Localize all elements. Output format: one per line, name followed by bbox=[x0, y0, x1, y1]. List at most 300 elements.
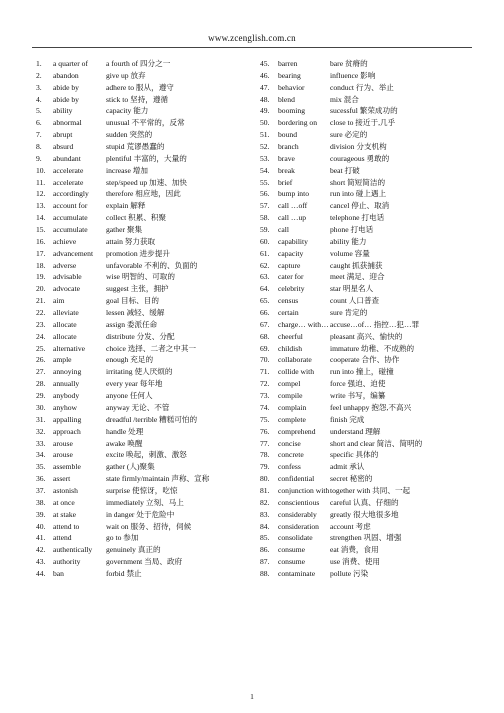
entry-number: 68. bbox=[260, 331, 270, 341]
entry-definition: give up 放弃 bbox=[106, 70, 146, 80]
entry-definition: attain 努力获取 bbox=[106, 236, 156, 246]
entry-number: 39. bbox=[36, 509, 46, 519]
entry-definition: phone 打电话 bbox=[330, 225, 374, 235]
vocab-entry bbox=[260, 509, 472, 521]
entry-number: 76. bbox=[260, 426, 270, 436]
entry-definition: star 明星名人 bbox=[330, 284, 374, 294]
entry-word: call …up bbox=[278, 213, 307, 223]
entry-word: blend bbox=[278, 94, 295, 104]
entry-word: authentically bbox=[53, 545, 93, 555]
entry-word: accumulate bbox=[53, 213, 88, 223]
entry-number: 34. bbox=[36, 450, 46, 460]
entry-number: 54. bbox=[260, 165, 270, 175]
entry-word: assert bbox=[53, 474, 71, 484]
entry-number: 53. bbox=[260, 153, 270, 163]
entry-number: 19. bbox=[36, 272, 46, 282]
entry-definition: ability 能力 bbox=[330, 236, 367, 246]
vocab-entry bbox=[36, 509, 254, 521]
vocab-entry bbox=[36, 378, 254, 390]
entry-definition: assign 委派任命 bbox=[106, 319, 158, 329]
vocab-entry bbox=[260, 568, 472, 580]
vocab-entry bbox=[36, 129, 254, 141]
entry-word: capture bbox=[278, 260, 301, 270]
entry-definition: run into 碰上遇上 bbox=[330, 189, 387, 199]
entry-definition: division 分支机构 bbox=[330, 142, 387, 152]
entry-definition: collect 积累、积聚 bbox=[106, 213, 167, 223]
vocab-entry bbox=[260, 141, 472, 153]
entry-word: collaborate bbox=[278, 355, 312, 365]
entry-definition: forbid 禁止 bbox=[106, 568, 142, 578]
entry-definition: anyone 任何人 bbox=[106, 391, 153, 401]
vocab-entry bbox=[36, 402, 254, 414]
entry-word: accumulate bbox=[53, 225, 88, 235]
entry-number: 65. bbox=[260, 296, 270, 306]
right-column bbox=[260, 58, 472, 580]
site-url-header: www.zcenglish.com.cn bbox=[208, 33, 296, 43]
entry-number: 9. bbox=[36, 153, 42, 163]
entry-word: absurd bbox=[53, 142, 74, 152]
entry-definition: enough 充足的 bbox=[106, 355, 154, 365]
entry-number: 63. bbox=[260, 272, 270, 282]
entry-word: abide by bbox=[53, 82, 79, 92]
entry-number: 55. bbox=[260, 177, 270, 187]
vocab-entry bbox=[260, 212, 472, 224]
entry-word: branch bbox=[278, 142, 299, 152]
entry-number: 10. bbox=[36, 165, 46, 175]
entry-definition: meet 满足、迎合 bbox=[330, 272, 385, 282]
vocab-entry bbox=[260, 248, 472, 260]
entry-number: 58. bbox=[260, 213, 270, 223]
entry-word: bump into bbox=[278, 189, 310, 199]
vocab-entry bbox=[36, 556, 254, 568]
entry-number: 23. bbox=[36, 319, 46, 329]
entry-word: accelerate bbox=[53, 177, 84, 187]
vocab-entry bbox=[260, 307, 472, 319]
entry-word: assemble bbox=[53, 462, 81, 472]
entry-word: allocate bbox=[53, 319, 77, 329]
entry-word: consolidate bbox=[278, 533, 313, 543]
entry-number: 27. bbox=[36, 367, 46, 377]
entry-definition: genuinely 真正的 bbox=[106, 545, 161, 555]
entry-word: arouse bbox=[53, 438, 73, 448]
entry-number: 80. bbox=[260, 474, 270, 484]
entry-definition: sure 肯定的 bbox=[330, 308, 368, 318]
entry-number: 48. bbox=[260, 94, 270, 104]
vocab-entry bbox=[36, 390, 254, 402]
entry-word: authority bbox=[53, 557, 81, 567]
entry-number: 83. bbox=[260, 509, 270, 519]
entry-definition: short 简短简洁的 bbox=[330, 177, 386, 187]
entry-definition: wait on 服务、招待，伺候 bbox=[106, 521, 192, 531]
entry-word: advisable bbox=[53, 272, 82, 282]
vocab-entry bbox=[260, 461, 472, 473]
entry-definition: stupid 荒谬愚蠢的 bbox=[106, 142, 165, 152]
entry-word: complete bbox=[278, 414, 306, 424]
entry-word: allocate bbox=[53, 331, 77, 341]
vocab-entry bbox=[36, 165, 254, 177]
entry-word: accordingly bbox=[53, 189, 89, 199]
vocab-entry bbox=[36, 307, 254, 319]
entry-definition: influence 影响 bbox=[330, 70, 376, 80]
entry-definition: goal 目标、目的 bbox=[106, 296, 159, 306]
entry-number: 2. bbox=[36, 70, 42, 80]
entry-number: 60. bbox=[260, 236, 270, 246]
entry-definition: cooperate 合作、协作 bbox=[330, 355, 400, 365]
entry-definition: write 书写，编纂 bbox=[330, 391, 386, 401]
entry-number: 40. bbox=[36, 521, 46, 531]
entry-word: arouse bbox=[53, 450, 73, 460]
entry-number: 8. bbox=[36, 142, 42, 152]
entry-word: abandon bbox=[53, 70, 79, 80]
vocab-entry bbox=[260, 295, 472, 307]
vocab-entry bbox=[36, 236, 254, 248]
entry-number: 36. bbox=[36, 474, 46, 484]
entry-definition: capacity 能力 bbox=[106, 106, 149, 116]
vocab-entry bbox=[36, 295, 254, 307]
entry-number: 71. bbox=[260, 367, 270, 377]
entry-definition: therefore 相应地，因此 bbox=[106, 189, 181, 199]
entry-number: 52. bbox=[260, 142, 270, 152]
entry-number: 67. bbox=[260, 319, 270, 329]
vocab-entry bbox=[260, 473, 472, 485]
vocab-entry bbox=[260, 271, 472, 283]
vocab-entry bbox=[260, 105, 472, 117]
entry-number: 11. bbox=[36, 177, 46, 187]
entry-word: alleviate bbox=[53, 308, 79, 318]
entry-word: considerably bbox=[278, 509, 317, 519]
entry-definition: in danger 处于危险中 bbox=[106, 509, 175, 519]
entry-definition: gather 聚集 bbox=[106, 225, 143, 235]
entry-number: 26. bbox=[36, 355, 46, 365]
entry-definition: irritating 使人厌烦的 bbox=[106, 367, 173, 377]
entry-definition: a fourth of 四分之一 bbox=[106, 59, 171, 68]
vocab-entry bbox=[260, 283, 472, 295]
entry-number: 29. bbox=[36, 391, 46, 401]
entry-number: 7. bbox=[36, 130, 42, 140]
entry-definition: eat 消费，食用 bbox=[330, 545, 379, 555]
entry-number: 31. bbox=[36, 414, 46, 424]
vocab-entry bbox=[260, 426, 472, 438]
entry-number: 16. bbox=[36, 236, 46, 246]
entry-word: achieve bbox=[53, 236, 77, 246]
entry-definition: anyway 无论、不管 bbox=[106, 402, 170, 412]
entry-word: aim bbox=[53, 296, 65, 306]
entry-number: 32. bbox=[36, 426, 46, 436]
entry-definition: cancel 停止、取消 bbox=[330, 201, 390, 211]
entry-definition: gather (人)聚集 bbox=[106, 462, 155, 472]
entry-definition: specific 具体的 bbox=[330, 450, 379, 460]
vocab-entry bbox=[36, 532, 254, 544]
vocab-entry bbox=[36, 366, 254, 378]
entry-word: brief bbox=[278, 177, 293, 187]
entry-word: ability bbox=[53, 106, 73, 116]
entry-number: 62. bbox=[260, 260, 270, 270]
entry-word: compel bbox=[278, 379, 301, 389]
entry-word: at once bbox=[53, 497, 75, 507]
entry-word: anybody bbox=[53, 391, 80, 401]
entry-number: 3. bbox=[36, 82, 42, 92]
entry-word: confess bbox=[278, 462, 301, 472]
entry-number: 81. bbox=[260, 485, 270, 495]
entry-word: adverse bbox=[53, 260, 77, 270]
entry-word: concise bbox=[278, 438, 301, 448]
entry-number: 47. bbox=[260, 82, 270, 92]
entry-definition: mix 混合 bbox=[330, 94, 359, 104]
vocab-entry bbox=[36, 271, 254, 283]
entry-word: abide by bbox=[53, 94, 79, 104]
entry-word: annoying bbox=[53, 367, 82, 377]
vocab-entry bbox=[36, 224, 254, 236]
entry-definition: courageous 勇敢的 bbox=[330, 153, 390, 163]
entry-definition: promotion 进步提升 bbox=[106, 248, 170, 258]
entry-number: 28. bbox=[36, 379, 46, 389]
vocab-entry bbox=[36, 438, 254, 450]
vocab-entry bbox=[36, 485, 254, 497]
entry-number: 59. bbox=[260, 225, 270, 235]
entry-word: consideration bbox=[278, 521, 319, 531]
vocab-entry bbox=[36, 94, 254, 106]
entry-word: compile bbox=[278, 391, 303, 401]
vocab-entry bbox=[260, 200, 472, 212]
left-column bbox=[36, 58, 254, 580]
vocab-entry bbox=[36, 188, 254, 200]
entry-definition: understand 理解 bbox=[330, 426, 381, 436]
vocab-entry bbox=[260, 319, 472, 331]
entry-word: consume bbox=[278, 545, 305, 555]
vocab-entry bbox=[260, 94, 472, 106]
entry-definition: telephone 打电话 bbox=[330, 213, 385, 223]
entry-word: consume bbox=[278, 557, 305, 567]
entry-definition: go to 参加 bbox=[106, 533, 139, 543]
vocab-entry bbox=[36, 521, 254, 533]
vocab-entry bbox=[260, 153, 472, 165]
entry-definition: secret 秘密的 bbox=[330, 474, 373, 484]
entry-word: capability bbox=[278, 236, 308, 246]
entry-number: 69. bbox=[260, 343, 270, 353]
entry-number: 43. bbox=[36, 557, 46, 567]
entry-word: at stake bbox=[53, 509, 76, 519]
entry-word: charge… with… bbox=[278, 319, 329, 329]
entry-number: 84. bbox=[260, 521, 270, 531]
entry-number: 46. bbox=[260, 70, 270, 80]
entry-definition: force 强迫、迫使 bbox=[330, 379, 386, 389]
entry-word: call …off bbox=[278, 201, 308, 211]
vocab-entry bbox=[260, 224, 472, 236]
entry-number: 14. bbox=[36, 213, 46, 223]
entry-word: concrete bbox=[278, 450, 304, 460]
entry-definition: pollute 污染 bbox=[330, 568, 369, 578]
entry-definition: adhere to 服从，遵守 bbox=[106, 82, 174, 92]
entry-number: 21. bbox=[36, 296, 46, 306]
vocab-entry bbox=[36, 354, 254, 366]
entry-definition: increase 增加 bbox=[106, 165, 148, 175]
entry-word: certain bbox=[278, 308, 299, 318]
vocab-entry bbox=[36, 212, 254, 224]
entry-definition: conduct 行为、举止 bbox=[330, 82, 394, 92]
vocab-entry bbox=[260, 438, 472, 450]
vocab-entry bbox=[260, 544, 472, 556]
entry-number: 20. bbox=[36, 284, 46, 294]
vocab-entry bbox=[36, 82, 254, 94]
vocab-entry bbox=[36, 248, 254, 260]
vocab-entry bbox=[36, 461, 254, 473]
vocab-entry bbox=[260, 82, 472, 94]
entry-definition: unfavorable 不利的、负面的 bbox=[106, 260, 198, 270]
entry-word: appalling bbox=[53, 414, 82, 424]
entry-number: 6. bbox=[36, 118, 42, 128]
entry-number: 88. bbox=[260, 568, 270, 578]
entry-definition: admit 承认 bbox=[330, 462, 365, 472]
entry-word: anyhow bbox=[53, 402, 78, 412]
entry-word: a quarter of bbox=[53, 59, 88, 68]
entry-word: approach bbox=[53, 426, 81, 436]
entry-word: collide with bbox=[278, 367, 315, 377]
entry-definition: handle 处理 bbox=[106, 426, 144, 436]
entry-number: 72. bbox=[260, 379, 270, 389]
vocab-entry bbox=[260, 129, 472, 141]
entry-definition: unusual 不平常的，反常 bbox=[106, 118, 185, 128]
vocab-entry bbox=[36, 343, 254, 355]
vocab-entry bbox=[36, 319, 254, 331]
entry-word: advocate bbox=[53, 284, 80, 294]
entry-word: ban bbox=[53, 568, 64, 578]
entry-definition: lessen 减轻、缓解 bbox=[106, 308, 165, 318]
entry-word: capacity bbox=[278, 248, 304, 258]
vocab-entry bbox=[36, 58, 254, 70]
entry-definition: accuse…of… 指控…犯…罪 bbox=[330, 319, 420, 329]
vocab-entry bbox=[36, 70, 254, 82]
entry-number: 57. bbox=[260, 201, 270, 211]
entry-number: 56. bbox=[260, 189, 270, 199]
vocab-entry bbox=[260, 117, 472, 129]
vocab-entry bbox=[36, 200, 254, 212]
entry-word: accelerate bbox=[53, 165, 84, 175]
entry-definition: wise 明智的、可取的 bbox=[106, 272, 175, 282]
entry-definition: run into 撞上，碰撞 bbox=[330, 367, 394, 377]
entry-number: 70. bbox=[260, 355, 270, 365]
entry-word: bordering on bbox=[278, 118, 318, 128]
vocab-entry bbox=[36, 473, 254, 485]
entry-definition: excite 唤起，刺激、激怒 bbox=[106, 450, 187, 460]
entry-definition: volume 容量 bbox=[330, 248, 370, 258]
entry-number: 82. bbox=[260, 497, 270, 507]
page-number: 1 bbox=[250, 692, 254, 701]
entry-number: 18. bbox=[36, 260, 46, 270]
entry-number: 75. bbox=[260, 414, 270, 424]
entry-definition: bare 贫瘠的 bbox=[330, 59, 368, 68]
vocab-entry bbox=[36, 117, 254, 129]
entry-number: 61. bbox=[260, 248, 270, 258]
entry-definition: greatly 很大地很多地 bbox=[330, 509, 399, 519]
vocab-entry bbox=[36, 426, 254, 438]
entry-definition: choice 选择、二者之中其一 bbox=[106, 343, 197, 353]
entry-definition: careful 认真、仔细的 bbox=[330, 497, 399, 507]
entry-number: 87. bbox=[260, 557, 270, 567]
vocab-entry bbox=[36, 449, 254, 461]
vocab-entry bbox=[260, 402, 472, 414]
entry-definition: caught 抓获捕获 bbox=[330, 260, 383, 270]
entry-number: 13. bbox=[36, 201, 46, 211]
entry-definition: account 考虑 bbox=[330, 521, 371, 531]
entry-word: booming bbox=[278, 106, 306, 116]
vocab-entry bbox=[260, 497, 472, 509]
vocab-entry bbox=[260, 236, 472, 248]
entry-definition: immediately 立刻、马上 bbox=[106, 497, 184, 507]
vocab-entry bbox=[260, 58, 472, 70]
entry-word: census bbox=[278, 296, 299, 306]
entry-word: confidential bbox=[278, 474, 315, 484]
entry-definition: state firmly/maintain 声称、宣称 bbox=[106, 474, 210, 484]
vocab-entry bbox=[36, 414, 254, 426]
entry-number: 79. bbox=[260, 462, 270, 472]
vocab-entry bbox=[260, 378, 472, 390]
vocab-entry bbox=[36, 331, 254, 343]
entry-number: 12. bbox=[36, 189, 46, 199]
entry-number: 30. bbox=[36, 402, 46, 412]
entry-number: 44. bbox=[36, 568, 46, 578]
vocab-entry bbox=[36, 153, 254, 165]
entry-word: astonish bbox=[53, 485, 78, 495]
entry-number: 5. bbox=[36, 106, 42, 116]
entry-word: comprehend bbox=[278, 426, 316, 436]
entry-word: break bbox=[278, 165, 295, 175]
entry-number: 41. bbox=[36, 533, 46, 543]
entry-word: account for bbox=[53, 201, 88, 211]
vocab-entry bbox=[36, 544, 254, 556]
vocab-entry bbox=[260, 354, 472, 366]
entry-number: 38. bbox=[36, 497, 46, 507]
entry-definition: finish 完成 bbox=[330, 414, 365, 424]
header-rule bbox=[32, 47, 472, 48]
vocab-entry bbox=[260, 414, 472, 426]
entry-word: annually bbox=[53, 379, 80, 389]
entry-number: 78. bbox=[260, 450, 270, 460]
entry-word: complain bbox=[278, 402, 307, 412]
vocab-entry bbox=[36, 260, 254, 272]
entry-number: 50. bbox=[260, 118, 270, 128]
vocab-entry bbox=[260, 343, 472, 355]
entry-word: barren bbox=[278, 59, 298, 68]
entry-number: 49. bbox=[260, 106, 270, 116]
entry-definition: short and clear 简洁、简明的 bbox=[330, 438, 423, 448]
entry-definition: sure 必定的 bbox=[330, 130, 368, 140]
entry-number: 42. bbox=[36, 545, 46, 555]
entry-definition: step/speed up 加速、加快 bbox=[106, 177, 187, 187]
entry-number: 15. bbox=[36, 225, 46, 235]
entry-definition: close to 接近于,几乎 bbox=[330, 118, 396, 128]
vocab-entry bbox=[260, 188, 472, 200]
entry-definition: distribute 分发、分配 bbox=[106, 331, 175, 341]
vocab-entry bbox=[260, 177, 472, 189]
entry-definition: use 消费、使用 bbox=[330, 557, 380, 567]
entry-number: 74. bbox=[260, 402, 270, 412]
entry-word: abnormal bbox=[53, 118, 82, 128]
entry-word: attend bbox=[53, 533, 72, 543]
entry-definition: plentiful 丰富的，大量的 bbox=[106, 153, 187, 163]
entry-word: call bbox=[278, 225, 289, 235]
entry-definition: feel unhappy 抱怨,不高兴 bbox=[330, 402, 412, 412]
vocab-entry bbox=[260, 331, 472, 343]
entry-definition: pleasant 高兴、愉快的 bbox=[330, 331, 403, 341]
entry-word: attend to bbox=[53, 521, 80, 531]
vocab-entry bbox=[36, 568, 254, 580]
entry-word: alternative bbox=[53, 343, 86, 353]
vocab-entry bbox=[260, 70, 472, 82]
entry-definition: sudden 突然的 bbox=[106, 130, 153, 140]
entry-definition: awake 唤醒 bbox=[106, 438, 143, 448]
entry-word: cater for bbox=[278, 272, 304, 282]
entry-number: 86. bbox=[260, 545, 270, 555]
